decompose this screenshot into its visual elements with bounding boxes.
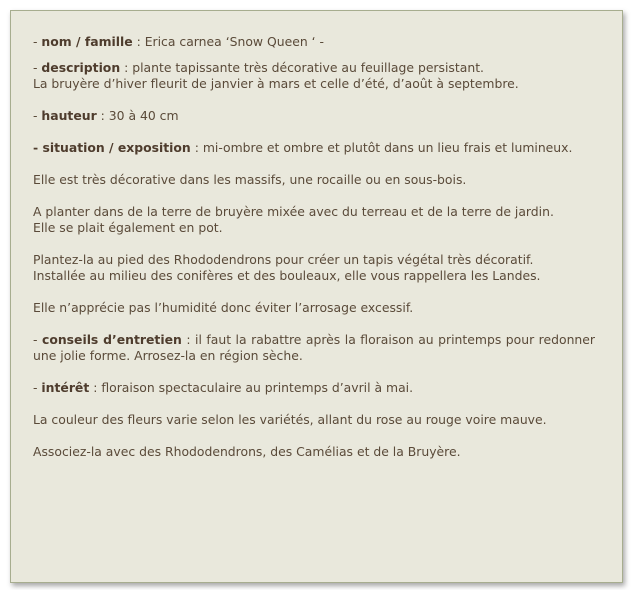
plantez-line1: Plantez-la au pied des Rhododendrons pour créer un tapis végétal très décoratif. [33, 252, 534, 267]
conseils-paragraph: - conseils d’entretien : il faut la rabattre après la floraison au printemps pour redonner une jolie forme. Arrosez-la en région sèche. [33, 332, 595, 363]
description-paragraph: - description : plante tapissante très décorative au feuillage persistant. La bruyère d’hiver fleurit de janvier à mars et celle d’été, d’août à septembre. [33, 60, 519, 91]
planter-line2: Elle se plait également en pot. [33, 220, 223, 235]
planter-line1: A planter dans de la terre de bruyère mixée avec du terreau et de la terre de jardin. [33, 204, 554, 219]
plantez-paragraph [33, 252, 595, 284]
situation-label: situation / exposition [42, 140, 191, 155]
nom-famille-label: nom / famille [41, 34, 133, 49]
situation-dash: - [33, 140, 43, 155]
interet-line: - intérêt : floraison spectaculaire au printemps d’avril à mai. [33, 380, 414, 395]
decorative-paragraph: Elle est très décorative dans les massifs, une rocaille ou en sous-bois. [33, 172, 467, 187]
situation-paragraph [33, 140, 595, 156]
plant-info-card [10, 10, 623, 583]
interet-label: intérêt [41, 380, 90, 395]
description-line2: La bruyère d’hiver fleurit de janvier à mars et celle d’été, d’août à septembre. [33, 76, 519, 91]
associez-paragraph: Associez-la avec des Rhododendrons, des Camélias et de la Bruyère. [33, 444, 461, 459]
description-label: description [41, 60, 121, 75]
description-value: : plante tapissante très décorative au feuillage persistant. [120, 60, 484, 75]
interet-value: : floraison spectaculaire au printemps d’avril à mai. [89, 380, 414, 395]
hauteur-value: : 30 à 40 cm [96, 108, 179, 123]
nom-famille-value: : Erica carnea ‘Snow Queen ‘ - [132, 34, 324, 49]
hauteur-label: hauteur [41, 108, 97, 123]
couleur-paragraph: La couleur des fleurs varie selon les variétés, allant du rose au rouge voire mauve. [33, 412, 547, 427]
nom-famille-line: - nom / famille : Erica carnea ‘Snow Queen ‘ - [33, 34, 324, 49]
plant-info-content [33, 34, 595, 476]
situation-value: : mi-ombre et ombre et plutôt dans un lieu frais et lumineux. [190, 140, 573, 155]
planter-paragraph [33, 204, 595, 236]
conseils-label: conseils d’entretien [41, 332, 182, 347]
hauteur-line: - hauteur : 30 à 40 cm [33, 108, 179, 123]
conseils-value: : il faut la rabattre après la floraison au printemps pour redonner une jolie forme. Arrosez-la en région sèche. [33, 332, 595, 363]
plantez-line2: Installée au milieu des conifères et des bouleaux, elle vous rappellera les Landes. [33, 268, 541, 283]
humidite-paragraph: Elle n’apprécie pas l’humidité donc éviter l’arrosage excessif. [33, 300, 414, 315]
